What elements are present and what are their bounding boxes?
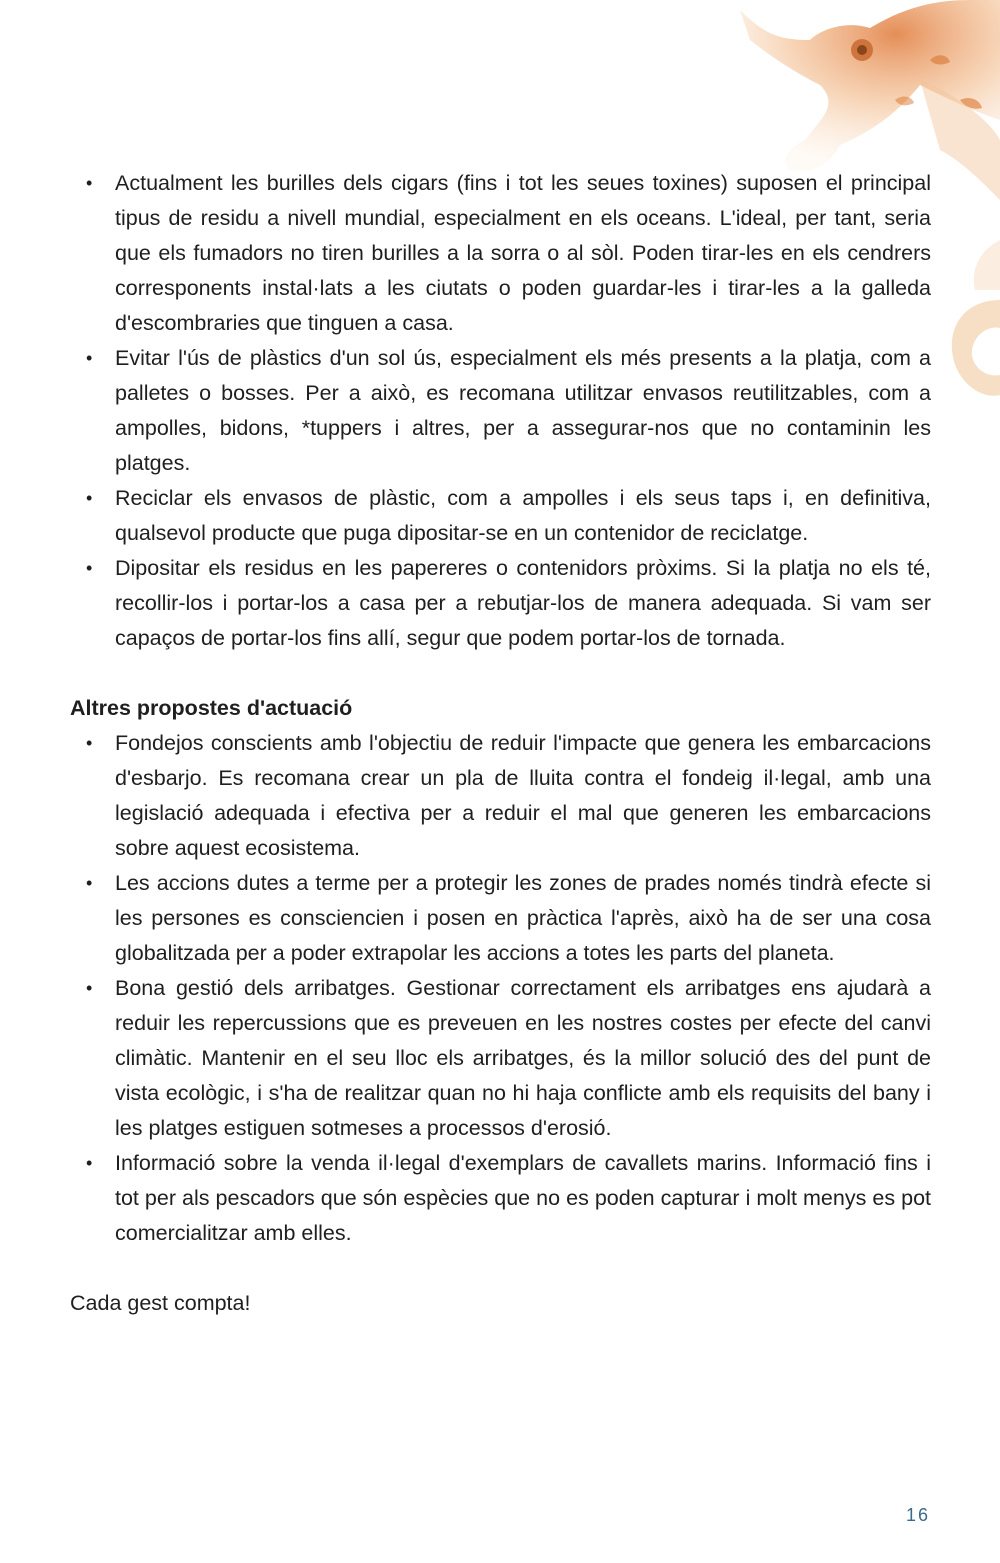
list-item: • Dipositar els residus en les papereres o contenidors pròxims. Si la platja no els té, recollir-los i portar-los a casa per a rebutjar-los de manera adequada. Si vam ser capaços de portar-los fins allí, segur que podem portar-los de tornada.: [70, 551, 931, 656]
list-item: • Actualment les burilles dels cigars (fins i tot les seues toxines) suposen el principal tipus de residu a nivell mundial, especialment en els oceans. L'ideal, per tant, seria que els fumadors no tiren burilles a la sorra o al sòl. Poden tirar-les en els cendrers corresponents instal·lats a les ciutats o poden guardar-les i tirar-les a la galleda d'escombraries que tinguen a casa.: [70, 166, 931, 341]
page-number: 16: [905, 1505, 930, 1525]
list-item: • Evitar l'ús de plàstics d'un sol ús, especialment els més presents a la platja, com a palletes o bosses. Per a això, es recomana utilitzar envasos reutilitzables, com a ampolles, bidons, *tuppers i altres, per a assegurar-nos que no contaminin les platges.: [70, 341, 931, 481]
section-heading: Altres propostes d'actuació: [70, 696, 353, 720]
list-item: • Informació sobre la venda il·legal d'exemplars de cavallets marins. Informació fins i tot per als pescadors que són espècies que no es poden capturar i molt menys es pot comercialitzar amb elles.: [70, 1146, 931, 1251]
list-item: • Les accions dutes a terme per a protegir les zones de prades només tindrà efecte si les persones es consciencien i posen en pràctica l'après, això ha de ser una cosa globalitzada per a poder extrapolar les accions a totes les parts del planeta.: [70, 866, 931, 971]
list-item: • Reciclar els envasos de plàstic, com a ampolles i els seus taps i, en definitiva, qualsevol producte que puga dipositar-se en un contenidor de reciclatge.: [70, 481, 931, 551]
closing-text: Cada gest compta!: [70, 1291, 251, 1315]
list-item: • Bona gestió dels arribatges. Gestionar correctament els arribatges ens ajudarà a reduir les repercussions que es preveuen en les nostres costes per efecte del canvi climàtic. Mantenir en el seu lloc els arribatges, és la millor solució des del punt de vista ecològic, i s'ha de realitzar quan no hi haja conflicte amb els requisits del bany i les platges estiguen sotmeses a processos d'erosió.: [70, 971, 931, 1146]
bullet-list-2: [70, 726, 931, 1251]
bullet-list-1: [70, 166, 931, 656]
list-item: • Fondejos conscients amb l'objectiu de reduir l'impacte que genera les embarcacions d'esbarjo. Es recomana crear un pla de lluita contra el fondeig il·legal, amb una legislació adequada i efectiva per a reduir el mal que generen les embarcacions sobre aquest ecosistema.: [70, 726, 931, 866]
main-content: [70, 166, 931, 1321]
